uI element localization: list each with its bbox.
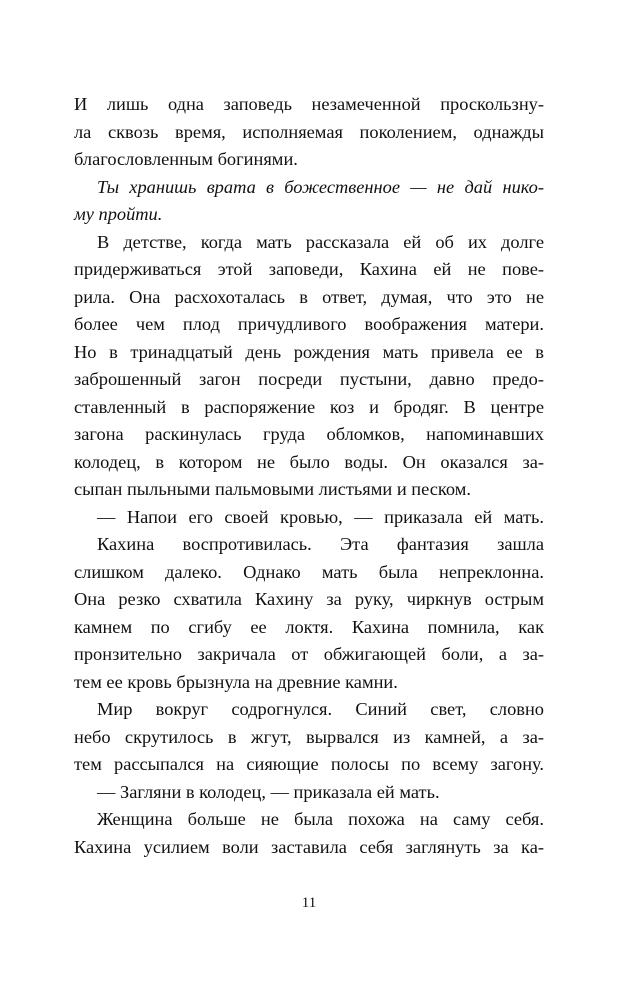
text-line-italic: му пройти. [74,204,163,224]
text-line: пронзительно закричала от обжигающей боли, а за- [74,644,544,664]
text-line: слишком далеко. Однако мать была непреклонна. [74,561,544,582]
text-line: И лишь одна заповедь незамеченной проскользну- [74,94,544,114]
text-line: камнем по сгибу ее локтя. Кахина помнила, как [74,616,544,637]
text-line: Мир вокруг содрогнулся. Синий свет, словно [97,699,544,719]
text-line-italic: Ты хранишь врата в божественное — не дай нико- [97,176,544,197]
text-line: заброшенный загон посреди пустыни, давно предо- [74,369,544,389]
text-line: Но в тринадцатый день рождения мать привела ее в [74,341,544,362]
text-line: рила. Она расхохоталась в ответ, думая, что это не [74,286,544,307]
text-line: — Загляни в колодец, — приказала ей мать. [97,781,440,802]
book-page-text [74,91,544,861]
text-line: Кахина воспротивилась. Эта фантазия зашла [97,534,544,554]
page-number: 11 [301,895,317,911]
text-line: более чем плод причудливого воображения матери. [74,314,544,334]
text-line: В детстве, когда мать рассказала ей об их долге [97,231,544,252]
text-line: Женщина больше не была похожа на саму себя. [97,809,544,829]
text-line: загона раскинулась груда обломков, напоминавших [74,424,544,444]
text-line: Она резко схватила Кахину за руку, чиркнув острым [74,589,544,609]
text-line: — Напои его своей кровью, — приказала ей мать. [97,506,544,527]
text-line: Кахина усилием воли заставила себя заглянуть за ка- [74,836,544,857]
text-line: благословленным богинями. [74,149,298,169]
text-line: придерживаться этой заповеди, Кахина ей не пове- [74,259,544,279]
text-line: небо скрутилось в жгут, вырвался из камней, а за- [74,726,544,747]
text-line: колодец, в котором не было воды. Он оказался за- [74,451,544,472]
text-line: тем ее кровь брызнула на древние камни. [74,671,398,692]
text-line: ставленный в распоряжение коз и бродяг. В центре [74,396,544,417]
text-line: ла сквозь время, исполняемая поколением, однажды [74,121,544,142]
text-line: тем рассыпался на сияющие полосы по всему загону. [74,754,544,774]
text-line: сыпан пыльными пальмовыми листьями и песком. [74,479,471,499]
